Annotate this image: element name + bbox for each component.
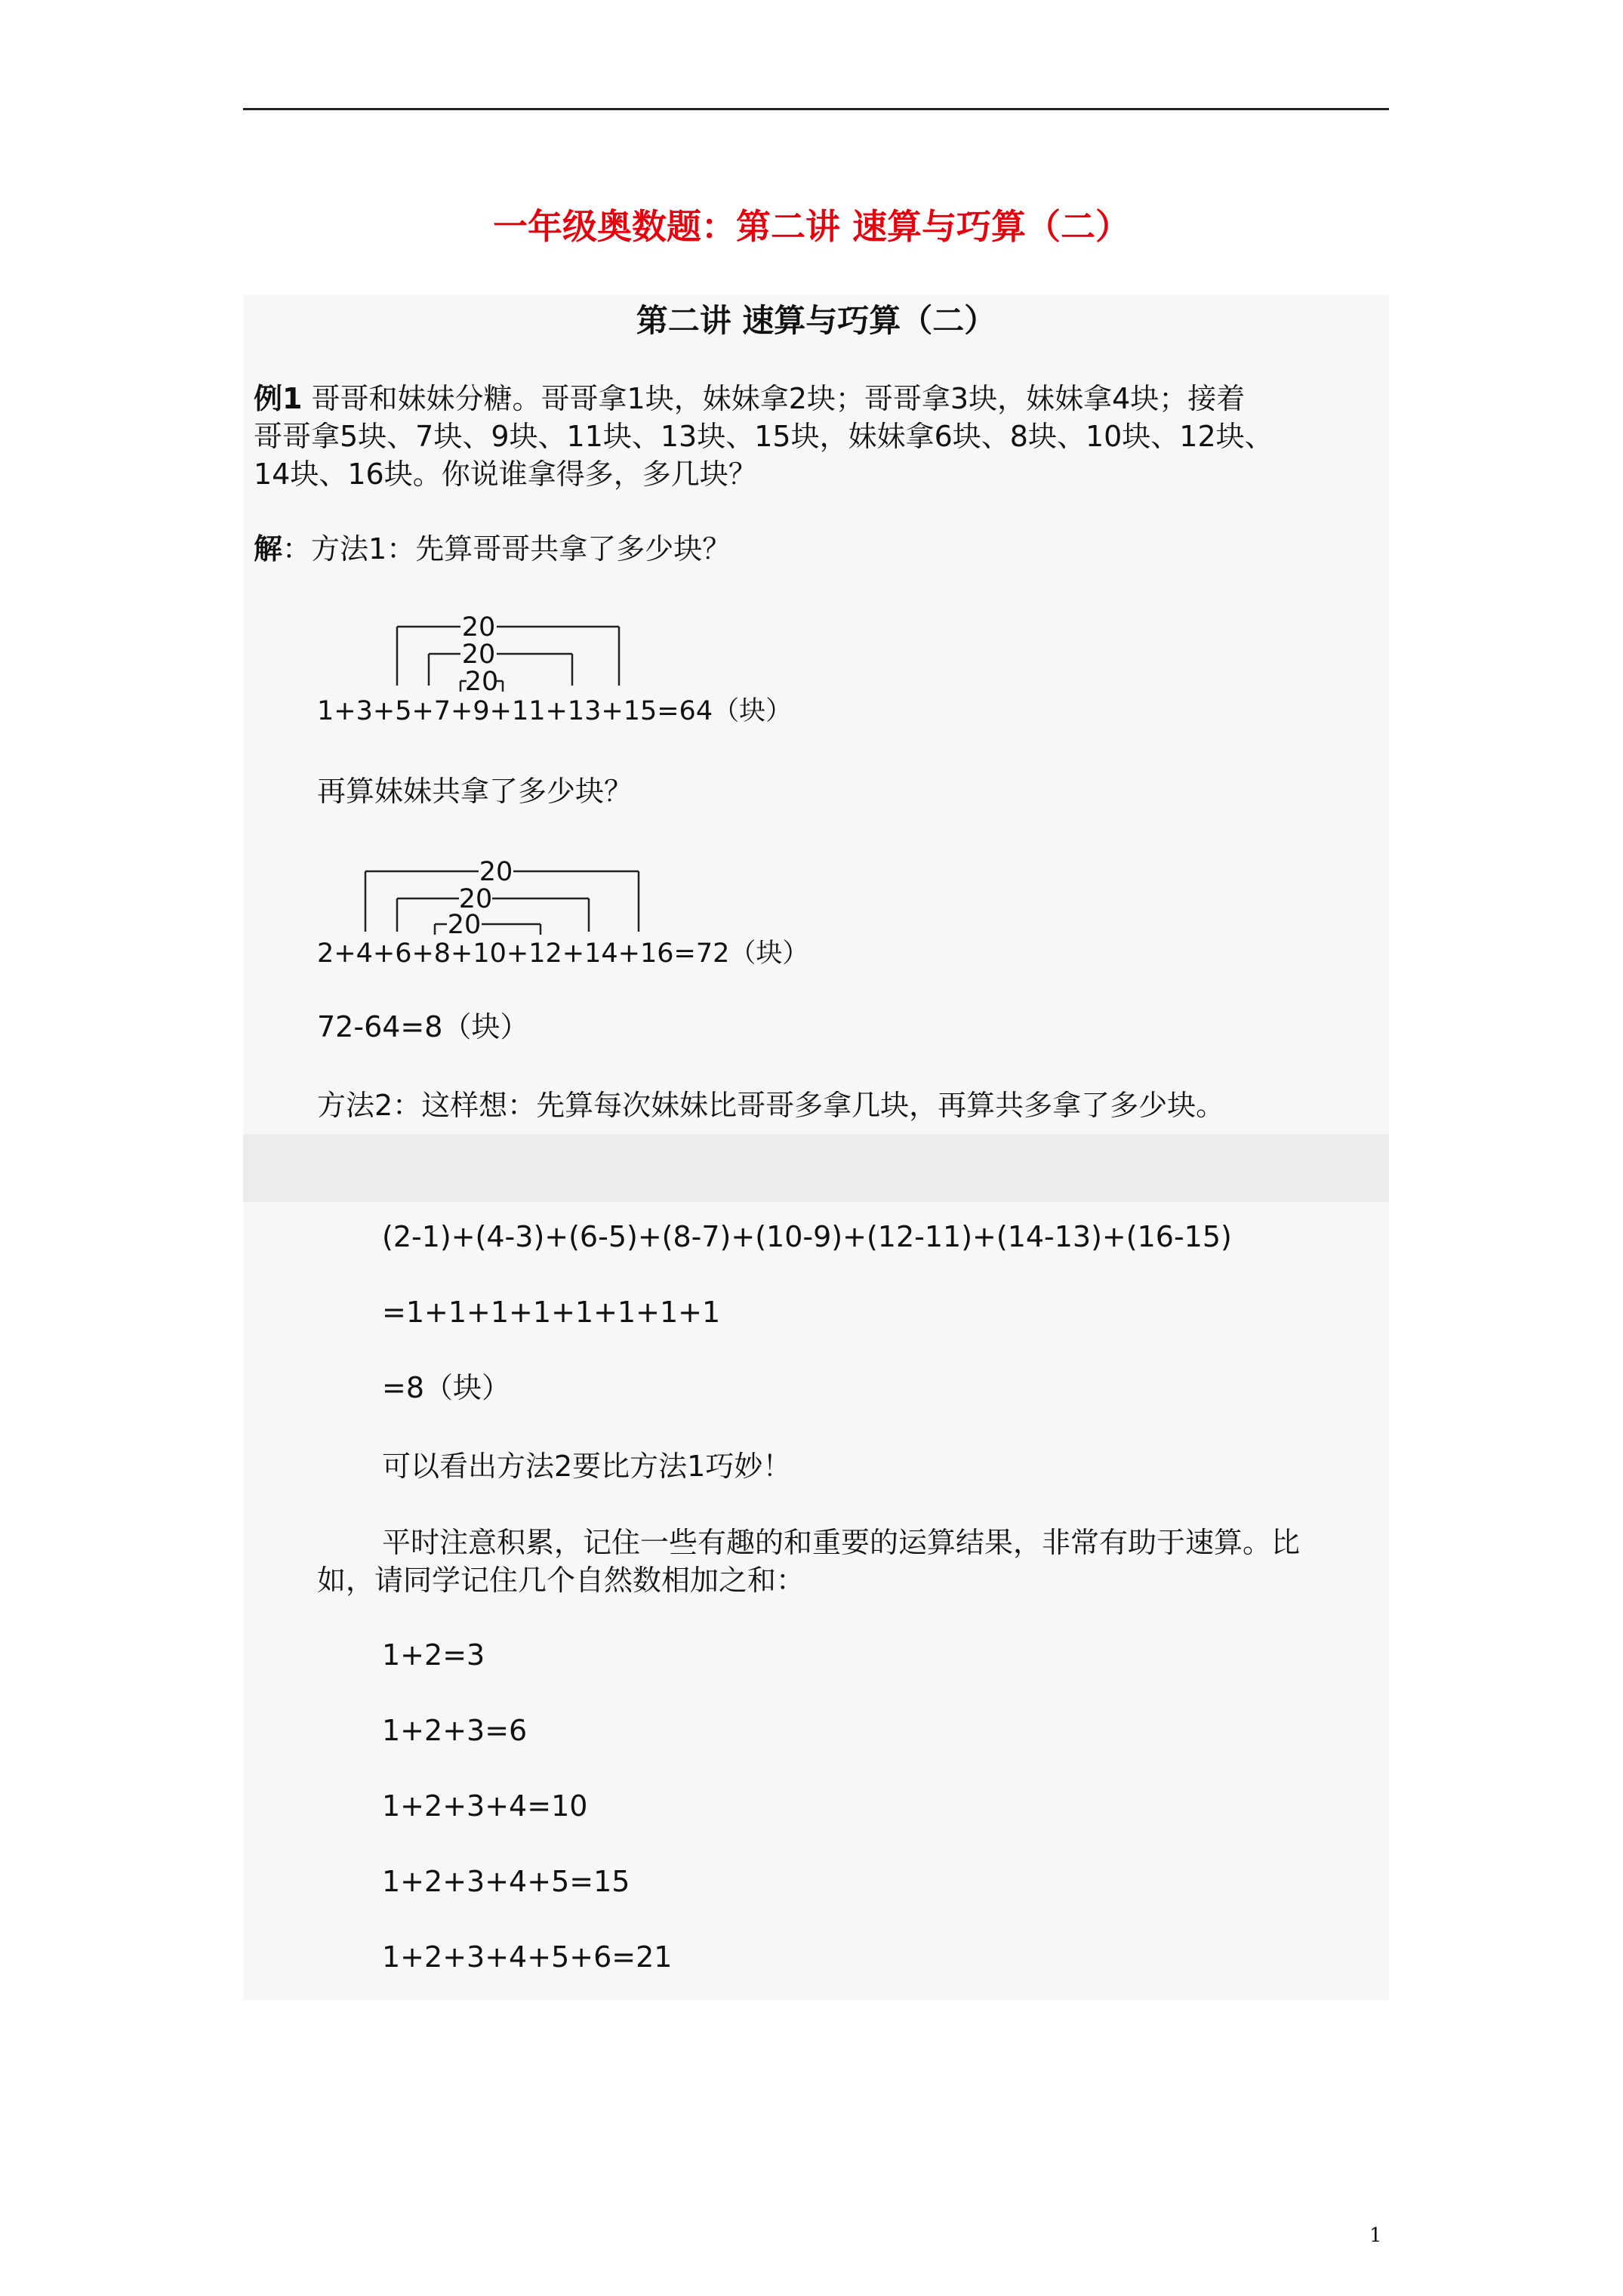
tip-line-1: 平时注意积累，记住一些有趣的和重要的运算结果，非常有助于速算。比 (382, 1526, 1301, 1559)
bracket-outer-label: 20 (479, 857, 513, 887)
lecture-heading: 第二讲 速算与巧算（二） (636, 302, 996, 339)
example-problem (254, 380, 1386, 493)
method-2-text: 方法2：这样想：先算每次妹妹比哥哥多拿几块，再算共多拿了多少块。 (317, 1089, 1225, 1122)
brother-sum-equation: 1+3+5+7+9+11+13+15=64（块） (317, 696, 793, 726)
difference-pairs: (2-1)+(4-3)+(6-5)+(8-7)+(10-9)+(12-11)+(14-13)+(16-15) (382, 1220, 1232, 1253)
sister-question: 再算妹妹共拿了多少块？ (317, 775, 633, 808)
bracket-middle-label: 20 (461, 639, 496, 670)
solution-label: 解 (254, 532, 283, 566)
bracket-inner-label: 20 (447, 910, 482, 940)
sum-list-item: 1+2+3+4=10 (382, 1789, 588, 1823)
sum-list-item: 1+2+3+4+5+6=21 (382, 1940, 673, 1974)
sum-list-item: 1+2+3+4+5=15 (382, 1865, 630, 1898)
sum-list-item: 1+2=3 (382, 1638, 485, 1672)
bracket-middle-label: 20 (458, 884, 493, 914)
page-number: 1 (1369, 2224, 1382, 2247)
pairing-diagram-brother (317, 610, 845, 731)
tip-line-2: 如，请同学记住几个自然数相加之和： (317, 1564, 805, 1597)
ones-sum: =1+1+1+1+1+1+1+1 (382, 1296, 721, 1329)
method-1-text: ：方法1：先算哥哥共拿了多少块？ (282, 532, 731, 566)
bracket-outer-label: 20 (461, 612, 496, 643)
document-title: 一年级奥数题：第二讲 速算与巧算（二） (492, 206, 1130, 247)
header-rule (243, 108, 1389, 110)
bracket-inner-label: 20 (464, 667, 499, 697)
sum-list-item: 1+2+3=6 (382, 1714, 528, 1747)
solution-method-1 (254, 531, 731, 567)
pairing-diagram-sister (317, 849, 861, 969)
panel-divider-band (243, 1134, 1389, 1202)
example-line-3: 14块、16块。你说谁拿得多，多几块？ (254, 458, 757, 491)
tip-paragraph (317, 1524, 1449, 1599)
sister-sum-equation: 2+4+6+8+10+12+14+16=72（块） (317, 938, 809, 969)
method-2-result: =8（块） (382, 1371, 511, 1404)
example-line-2: 哥哥拿5块、7块、9块、11块、13块、15块，妹妹拿6块、8块、10块、12块、 (254, 420, 1273, 453)
difference-result: 72-64=8（块） (317, 1010, 529, 1043)
example-label: 例1 (254, 382, 303, 415)
conclusion: 可以看出方法2要比方法1巧妙！ (382, 1450, 792, 1483)
example-line-1: 哥哥和妹妹分糖。哥哥拿1块，妹妹拿2块；哥哥拿3块，妹妹拿4块；接着 (311, 382, 1246, 415)
